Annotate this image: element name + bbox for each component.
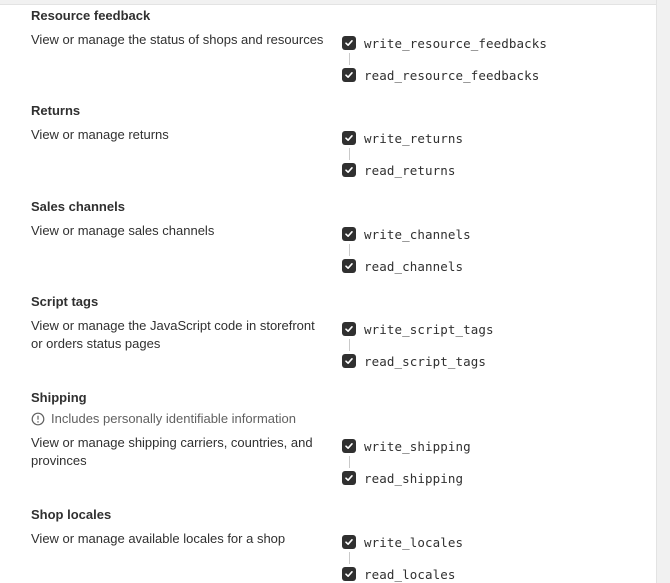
scope-read[interactable] [342,162,456,178]
checkbox-checked[interactable] [342,439,356,453]
scope-label: read_channels [364,258,464,274]
section-title: Sales channels [31,199,125,214]
scope-write[interactable] [342,321,494,337]
checkbox-checked[interactable] [342,131,356,145]
scope-read[interactable] [342,258,463,274]
checkbox-checked[interactable] [342,259,356,273]
checkbox-checked[interactable] [342,535,356,549]
scope-label: write_shipping [364,438,471,454]
section-resource-feedback [31,8,631,83]
scope-label: read_shipping [364,470,464,486]
checkmark-icon [344,229,354,239]
scope-read[interactable] [342,353,486,369]
scope-connector [349,456,350,468]
scope-read[interactable] [342,67,539,83]
scope-label: write_channels [364,226,471,242]
section-returns [31,103,631,178]
section-description: View or manage shipping carriers, countries, and provinces [31,435,313,468]
scope-label: read_returns [364,162,456,178]
section-sales-channels [31,199,631,274]
scope-connector [349,53,350,65]
scope-label: read_locales [364,566,456,582]
scope-connector [349,339,350,351]
section-shop-locales [31,507,631,582]
section-title: Script tags [31,294,99,309]
section-script-tags [31,294,631,369]
checkbox-checked[interactable] [342,354,356,368]
checkbox-checked[interactable] [342,227,356,241]
section-description: View or manage sales channels [31,223,215,238]
scope-write[interactable] [342,534,463,550]
checkmark-icon [344,38,354,48]
section-title: Resource feedback [31,8,151,23]
scope-write[interactable] [342,130,463,146]
scope-write[interactable] [342,35,547,51]
checkbox-checked[interactable] [342,567,356,581]
scope-label: write_locales [364,534,464,550]
checkmark-icon [344,133,354,143]
checkbox-checked[interactable] [342,68,356,82]
section-description: View or manage returns [31,127,169,142]
checkmark-icon [344,356,354,366]
scope-label: write_resource_feedbacks [364,35,548,51]
checkmark-icon [344,261,354,271]
scope-connector [349,244,350,256]
checkmark-icon [344,70,354,80]
scope-label: read_resource_feedbacks [364,67,540,83]
scope-label: read_script_tags [364,353,487,369]
checkmark-icon [344,324,354,334]
card-divider [0,0,656,5]
checkmark-icon [344,537,354,547]
checkbox-checked[interactable] [342,471,356,485]
scope-write[interactable] [342,226,471,242]
checkmark-icon [344,473,354,483]
section-shipping [31,390,631,486]
section-title: Shop locales [31,507,112,522]
section-description: View or manage the JavaScript code in storefront or orders status pages [31,318,315,351]
scope-label: write_returns [364,130,464,146]
scope-read[interactable] [342,470,463,486]
checkmark-icon [344,165,354,175]
scope-label: write_script_tags [364,321,494,337]
checkbox-checked[interactable] [342,36,356,50]
checkmark-icon [344,569,354,579]
pii-notice [31,411,296,427]
pii-notice-text: Includes personally identifiable information [51,411,296,426]
info-circle-icon [31,412,45,426]
scope-read[interactable] [342,566,456,582]
scope-connector [349,552,350,564]
scope-write[interactable] [342,438,471,454]
checkmark-icon [344,441,354,451]
scope-connector [349,148,350,160]
checkbox-checked[interactable] [342,163,356,177]
checkbox-checked[interactable] [342,322,356,336]
section-title: Shipping [31,390,87,405]
section-description: View or manage available locales for a shop [31,531,286,546]
section-description: View or manage the status of shops and resources [31,32,324,47]
section-title: Returns [31,103,81,118]
